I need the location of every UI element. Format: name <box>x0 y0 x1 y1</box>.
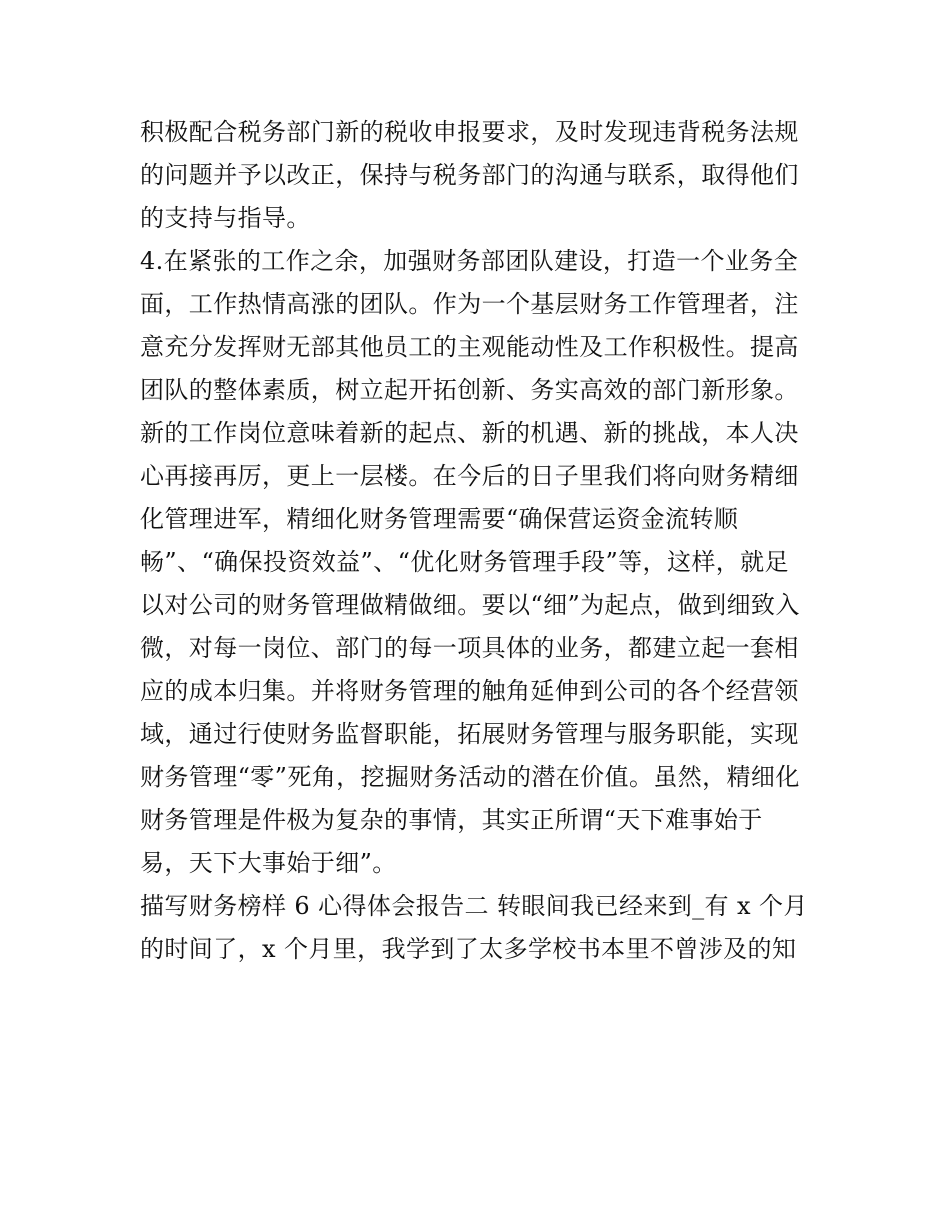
text-line: 的时间了，x 个月里，我学到了太多学校书本里不曾涉及的知 <box>140 935 797 963</box>
text-line: 积极配合税务部门新的税收申报要求，及时发现违背税务法规 <box>140 118 799 146</box>
body-text <box>140 111 820 971</box>
text-line: 的问题并予以改正，保持与税务部门的沟通与联系，取得他们 <box>140 161 799 189</box>
text-line: 易，天下大事始于细”。 <box>140 849 397 877</box>
text-line: 域，通过行使财务监督职能，拓展财务管理与服务职能，实现 <box>140 720 799 748</box>
text-line: 畅”、“确保投资效益”、“优化财务管理手段”等，这样，就足 <box>140 548 789 576</box>
text-line: 心再接再厉，更上一层楼。在今后的日子里我们将向财务精细 <box>140 462 799 490</box>
text-line: 应的成本归集。并将财务管理的触角延伸到公司的各个经营领 <box>140 677 799 705</box>
text-line: 面，工作热情高涨的团队。作为一个基层财务工作管理者，注 <box>140 290 799 318</box>
text-line: 团队的整体素质，树立起开拓创新、务实高效的部门新形象。 <box>140 376 799 404</box>
text-line: 微，对每一岗位、部门的每一项具体的业务，都建立起一套相 <box>140 634 799 662</box>
text-line: 以对公司的财务管理做精做细。要以“细”为起点，做到细致入 <box>140 591 800 619</box>
text-line: 的支持与指导。 <box>140 204 311 232</box>
text-line: 新的工作岗位意味着新的起点、新的机遇、新的挑战，本人决 <box>140 419 799 447</box>
text-line: 描写财务榜样 6 心得体会报告二 转眼间我已经来到_有 x 个月 <box>140 892 808 920</box>
text-line: 财务管理是件极为复杂的事情，其实正所谓“天下难事始于 <box>140 806 763 834</box>
text-line: 意充分发挥财无部其他员工的主观能动性及工作积极性。提高 <box>140 333 799 361</box>
text-line: 4.在紧张的工作之余，加强财务部团队建设，打造一个业务全 <box>140 247 799 275</box>
text-line: 财务管理“零”死角，挖掘财务活动的潜在价值。虽然，精细化 <box>140 763 800 791</box>
text-line: 化管理进军，精细化财务管理需要“确保营运资金流转顺 <box>140 505 739 533</box>
